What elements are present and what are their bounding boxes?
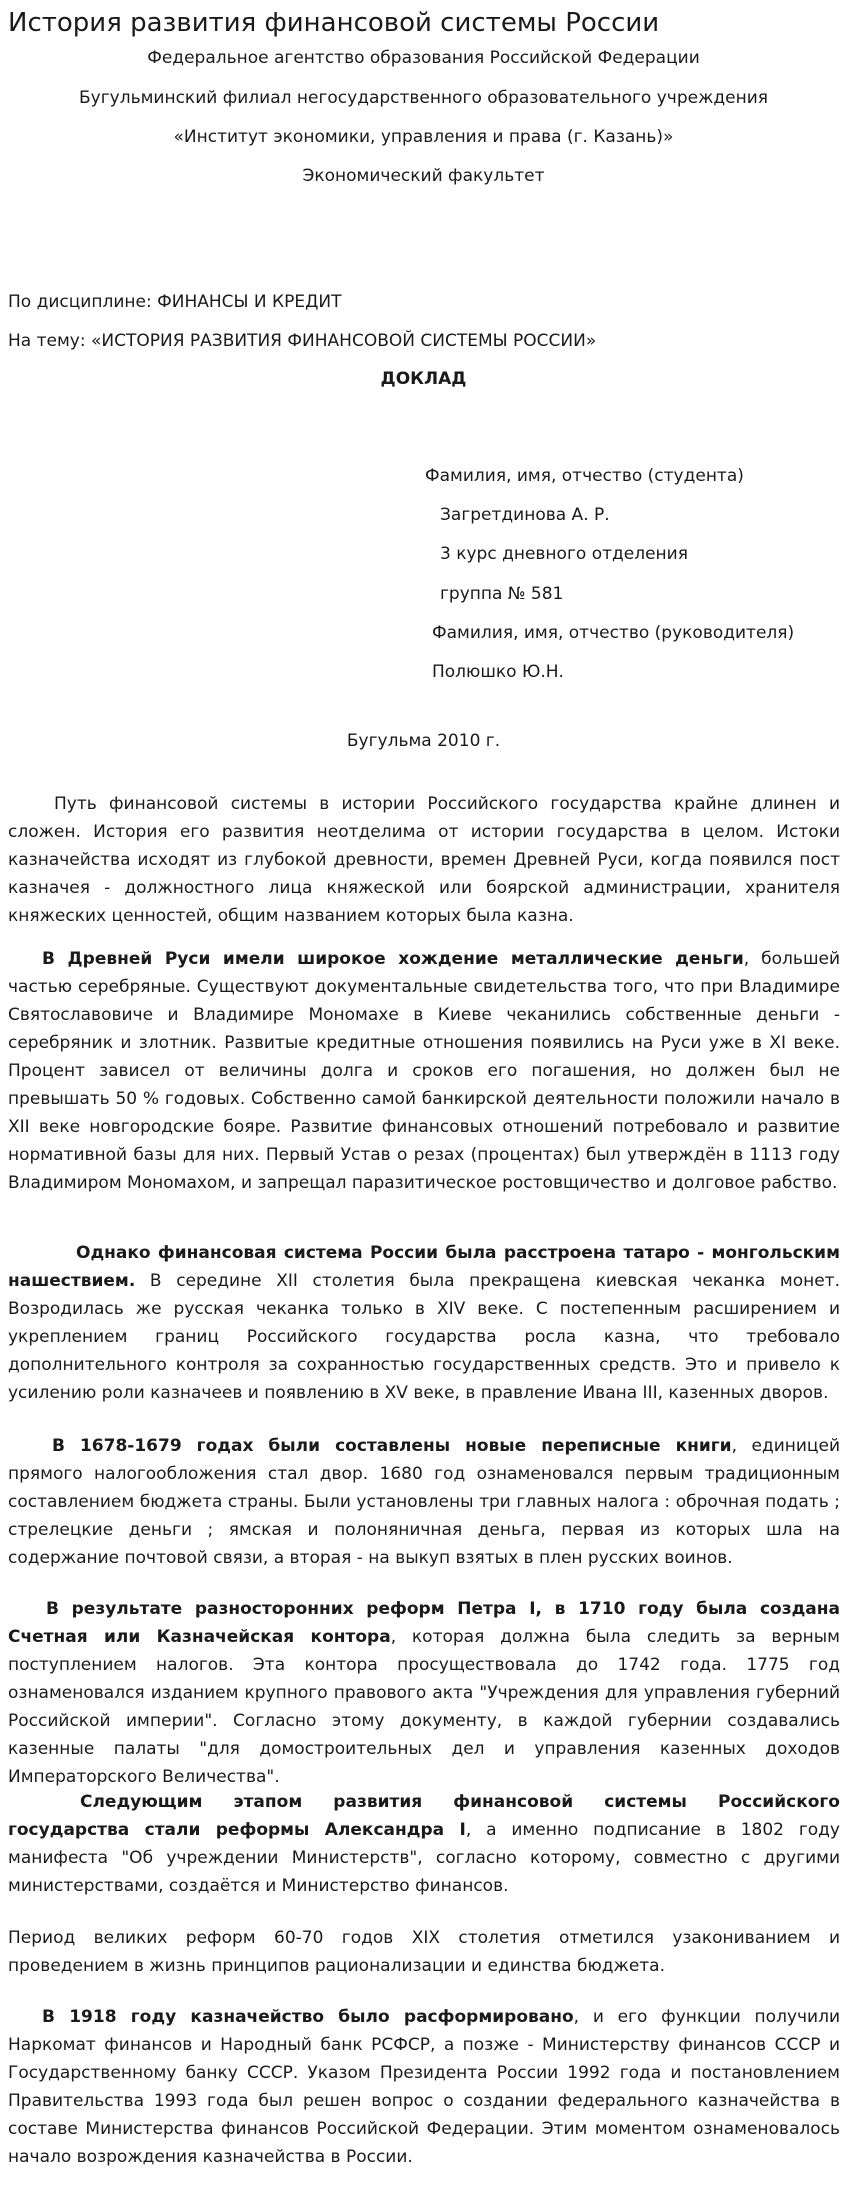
body-paragraph: В результате разносторонних реформ Петра I, в 1710 году была создана Счетная или Казначейская контора, которая должна была следить за верным поступлением налогов. Эта контора просуществовала до 1742 года. 1775 год ознаменовался изданием крупного правового акта "Учреждения для управления губерний Российской империи". Согласно этому документу, в каждой губернии создавались казенные палаты "для домостроительных дел и управления казенных доходов Императорского Величества". <box>8 1599 841 1787</box>
course-line: 3 курс дневного отделения <box>440 544 688 564</box>
student-name: Загретдинова А. Р. <box>440 505 610 525</box>
supervisor-name: Полюшко Ю.Н. <box>432 662 564 682</box>
body-paragraph: Путь финансовой системы в истории Российского государства крайне длинен и сложен. История его развития неотделима от истории государства в целом. Истоки казначейства исходят из глубокой древности, времен Древней Руси, когда появился пост казначея - должностного лица княжеской или боярской администрации, хранителя княжеских ценностей, общим названием которых была казна. <box>8 794 840 926</box>
header-agency: Федеральное агентство образования Российской Федерации <box>147 48 700 68</box>
page-title: История развития финансовой системы России <box>8 8 660 38</box>
body-paragraph: В 1918 году казначейство было расформировано, и его функции получили Наркомат финансов и Народный банк РСФСР, а позже - Министерству финансов СССР и Государственному банку СССР. Указом Президента России 1992 года и постановлением Правительства 1993 года был решен вопрос о создании федерального казначейства в составе Министерства финансов Российской Федерации. Этим моментом ознаменовалось начало возрождения казначейства в России. <box>8 2007 841 2167</box>
body-paragraph: Период великих реформ 60-70 годов XIX столетия отметился узакониванием и проведением в жизнь принципов рационализации и единства бюджета. <box>8 1928 840 1976</box>
body-paragraph: Следующим этапом развития финансовой системы Российского государства стали реформы Александра I, а именно подписание в 1802 году манифеста "Об учреждении Министерств", согласно которому, совместно с другими министерствами, создаётся и Министерство финансов. <box>8 1792 840 1896</box>
body-paragraph: Однако финансовая система России была расстроена татаро - монгольским нашествием. В середине XII столетия была прекращена киевская чеканка монет. Возродилась же русская чеканка только в XIV веке. С постепенным расширением и укреплением границ Российского государства росла казна, что требовало дополнительного контроля за сохранностью государственных средств. Это и привело к усилению роли казначеев и появлению в XV веке, в правление Ивана III, казенных дворов. <box>8 1243 840 1403</box>
topic-line: На тему: «ИСТОРИЯ РАЗВИТИЯ ФИНАНСОВОЙ СИСТЕМЫ РОССИИ» <box>8 331 597 351</box>
header-faculty: Экономический факультет <box>302 166 545 186</box>
body-paragraph: В 1678-1679 годах были составлены новые переписные книги, единицей прямого налогообложения стал двор. 1680 год ознаменовался первым традиционным составлением бюджета страны. Были установлены три главных налога : оброчная подать ; стрелецкие деньги ; ямская и полоняничная деньга, первая из которых шла на содержание почтовой связи, а вторая - на выкуп взятых в плен русских воинов. <box>8 1436 840 1568</box>
group-line: группа № 581 <box>440 584 564 604</box>
student-label: Фамилия, имя, отчество (студента) <box>425 466 744 486</box>
document-type-heading: ДОКЛАД <box>380 369 467 389</box>
discipline-line: По дисциплине: ФИНАНСЫ И КРЕДИТ <box>8 292 342 312</box>
header-branch: Бугульминский филиал негосударственного образовательного учреждения <box>79 88 768 108</box>
body-paragraph: В Древней Руси имели широкое хождение металлические деньги, большей частью серебряные. Существуют документальные свидетельства того, что при Владимире Святославовиче и Владимире Мономахе в Киеве чеканились собственные деньги - серебряник и злотник. Развитые кредитные отношения появились на Руси уже в XI веке. Процент зависел от величины долга и сроков его погашения, но должен был не превышать 50 % годовых. Собственно самой банкирской деятельности положили начало в XII веке новгородские бояре. Развитие финансовых отношений потребовало и развитие нормативной базы для них. Первый Устав о резах (процентах) был утверждён в 1113 году Владимиром Мономахом, и запрещал паразитическое ростовщичество и долговое рабство. <box>8 949 841 1193</box>
place-year: Бугульма 2010 г. <box>346 731 501 751</box>
header-institute: «Институт экономики, управления и права (г. Казань)» <box>173 127 674 147</box>
supervisor-label: Фамилия, имя, отчество (руководителя) <box>432 623 795 643</box>
